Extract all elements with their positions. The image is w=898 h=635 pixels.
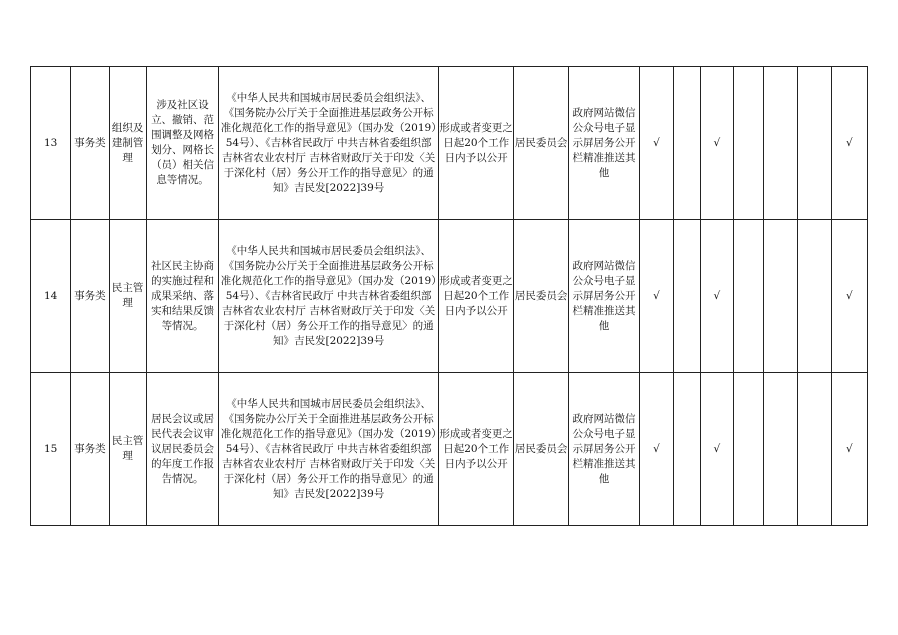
- channels-cell: 政府网站微信公众号电子显示屏居务公开栏精准推送其他: [568, 220, 640, 373]
- check-mark-cell: [764, 373, 798, 526]
- check-mark-cell: [764, 220, 798, 373]
- check-mark-cell: √: [640, 67, 673, 220]
- content-cell: 居民会议或居民代表会议审议居民委员会的年度工作报告情况。: [146, 373, 219, 526]
- item-cell: 民主管理: [109, 373, 146, 526]
- timeline-cell: 形成或者变更之日起20个工作日内予以公开: [438, 67, 514, 220]
- category-cell: 事务类: [71, 67, 109, 220]
- check-mark-cell: √: [831, 220, 867, 373]
- table-row: [31, 373, 868, 526]
- check-mark-cell: [673, 67, 700, 220]
- basis-cell: 《中华人民共和国城市居民委员会组织法》、《国务院办公厅关于全面推进基层政务公开标准化规范化工作的指导意见》（国办发（2019）54号）、《吉林省民政厅 中共吉林省委组织部 吉林省农业农村厅 吉林省财政厅关于印发〈关于深化村（居）务公开工作的指导意见〉的通知》吉民发[2022]39号: [219, 67, 439, 220]
- row-number-cell: 13: [31, 67, 71, 220]
- check-mark-cell: [733, 220, 763, 373]
- item-cell: 组织及建制管理: [109, 67, 146, 220]
- check-mark-cell: √: [700, 373, 733, 526]
- item-cell: 民主管理: [109, 220, 146, 373]
- check-mark-cell: [673, 220, 700, 373]
- category-cell: 事务类: [71, 373, 109, 526]
- content-cell: 社区民主协商的实施过程和成果采纳、落实和结果反馈等情况。: [146, 220, 219, 373]
- check-mark-cell: √: [700, 220, 733, 373]
- subject-cell: 居民委员会: [514, 67, 568, 220]
- row-number-cell: 14: [31, 220, 71, 373]
- subject-cell: 居民委员会: [514, 220, 568, 373]
- check-mark-cell: [798, 373, 831, 526]
- check-mark-cell: [798, 220, 831, 373]
- channels-cell: 政府网站微信公众号电子显示屏居务公开栏精准推送其他: [568, 67, 640, 220]
- basis-cell: 《中华人民共和国城市居民委员会组织法》、《国务院办公厅关于全面推进基层政务公开标准化规范化工作的指导意见》（国办发（2019）54号）、《吉林省民政厅 中共吉林省委组织部 吉林省农业农村厅 吉林省财政厅关于印发〈关于深化村（居）务公开工作的指导意见〉的通知》吉民发[2022]39号: [219, 220, 439, 373]
- table-body: [31, 67, 868, 526]
- content-cell: 涉及社区设立、撤销、范围调整及网格划分、网格长（员）相关信息等情况。: [146, 67, 219, 220]
- check-mark-cell: [733, 373, 763, 526]
- check-mark-cell: √: [831, 373, 867, 526]
- subject-cell: 居民委员会: [514, 373, 568, 526]
- table-row: [31, 220, 868, 373]
- check-mark-cell: [733, 67, 763, 220]
- check-mark-cell: √: [831, 67, 867, 220]
- check-mark-cell: √: [640, 373, 673, 526]
- check-mark-cell: √: [640, 220, 673, 373]
- check-mark-cell: [673, 373, 700, 526]
- check-mark-cell: [798, 67, 831, 220]
- check-mark-cell: √: [700, 67, 733, 220]
- channels-cell: 政府网站微信公众号电子显示屏居务公开栏精准推送其他: [568, 373, 640, 526]
- table-row: [31, 67, 868, 220]
- timeline-cell: 形成或者变更之日起20个工作日内予以公开: [438, 220, 514, 373]
- row-number-cell: 15: [31, 373, 71, 526]
- basis-cell: 《中华人民共和国城市居民委员会组织法》、《国务院办公厅关于全面推进基层政务公开标准化规范化工作的指导意见》（国办发（2019）54号）、《吉林省民政厅 中共吉林省委组织部 吉林省农业农村厅 吉林省财政厅关于印发〈关于深化村（居）务公开工作的指导意见〉的通知》吉民发[2022]39号: [219, 373, 439, 526]
- check-mark-cell: [764, 67, 798, 220]
- disclosure-table: [30, 66, 868, 526]
- category-cell: 事务类: [71, 220, 109, 373]
- timeline-cell: 形成或者变更之日起20个工作日内予以公开: [438, 373, 514, 526]
